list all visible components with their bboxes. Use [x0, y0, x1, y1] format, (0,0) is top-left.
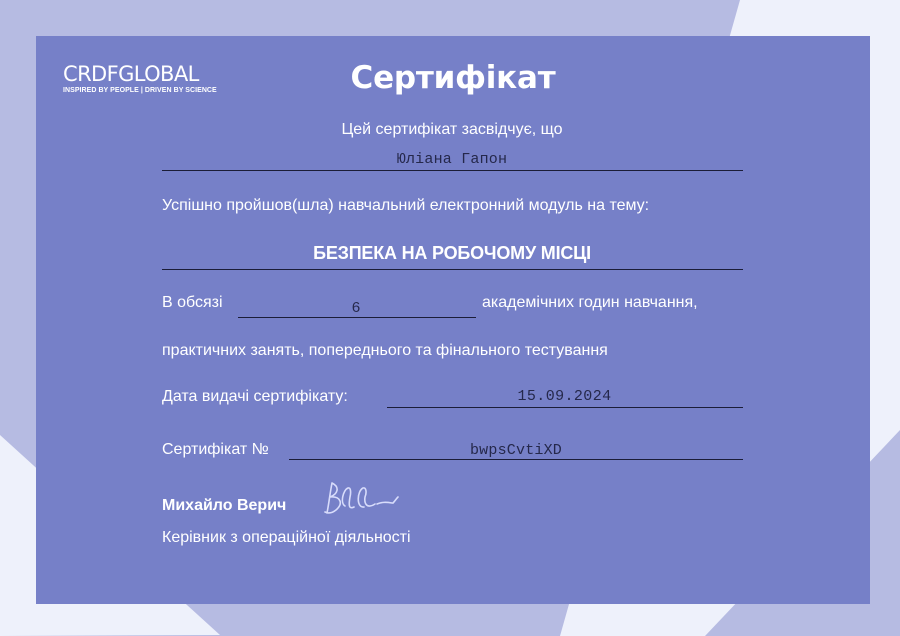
hours-line	[238, 317, 476, 318]
certificate-number-value: bwpsCvtiXD	[469, 442, 562, 459]
recipient-name: Юліана Гапон	[396, 151, 508, 168]
certificate-card	[36, 36, 870, 604]
brand-logo-text: CRDFGLOBAL	[63, 62, 199, 86]
hours-suffix: академічних годин навчання,	[482, 294, 698, 311]
signer-name: Михайло Верич	[162, 497, 287, 514]
certificate-title: Сертифікат	[350, 60, 556, 96]
issue-date-value: 15.09.2024	[517, 388, 612, 405]
recipient-name-line	[162, 170, 743, 171]
course-title: БЕЗПЕКА НА РОБОЧОМУ МІСЦІ	[313, 243, 591, 263]
course-title-line	[162, 269, 743, 270]
certificate-number-label: Сертифікат №	[162, 441, 269, 458]
signature-icon	[320, 479, 400, 523]
practical-text: практичних занять, попереднього та фінального тестування	[162, 342, 608, 359]
course-intro-text: Успішно пройшов(шла) навчальний електронний модуль на тему:	[162, 197, 650, 214]
volume-label: В обсязі	[162, 294, 223, 311]
hours-value: 6	[351, 300, 361, 317]
certificate-subtitle: Цей сертифікат засвідчує, що	[341, 121, 563, 138]
issue-date-label: Дата видачі сертифікату:	[162, 388, 348, 405]
signer-role: Керівник з операційної діяльності	[162, 529, 411, 546]
brand-tagline: INSPIRED BY PEOPLE | DRIVEN BY SCIENCE	[63, 87, 217, 94]
issue-date-line	[387, 407, 743, 408]
certificate-number-line	[289, 459, 743, 460]
